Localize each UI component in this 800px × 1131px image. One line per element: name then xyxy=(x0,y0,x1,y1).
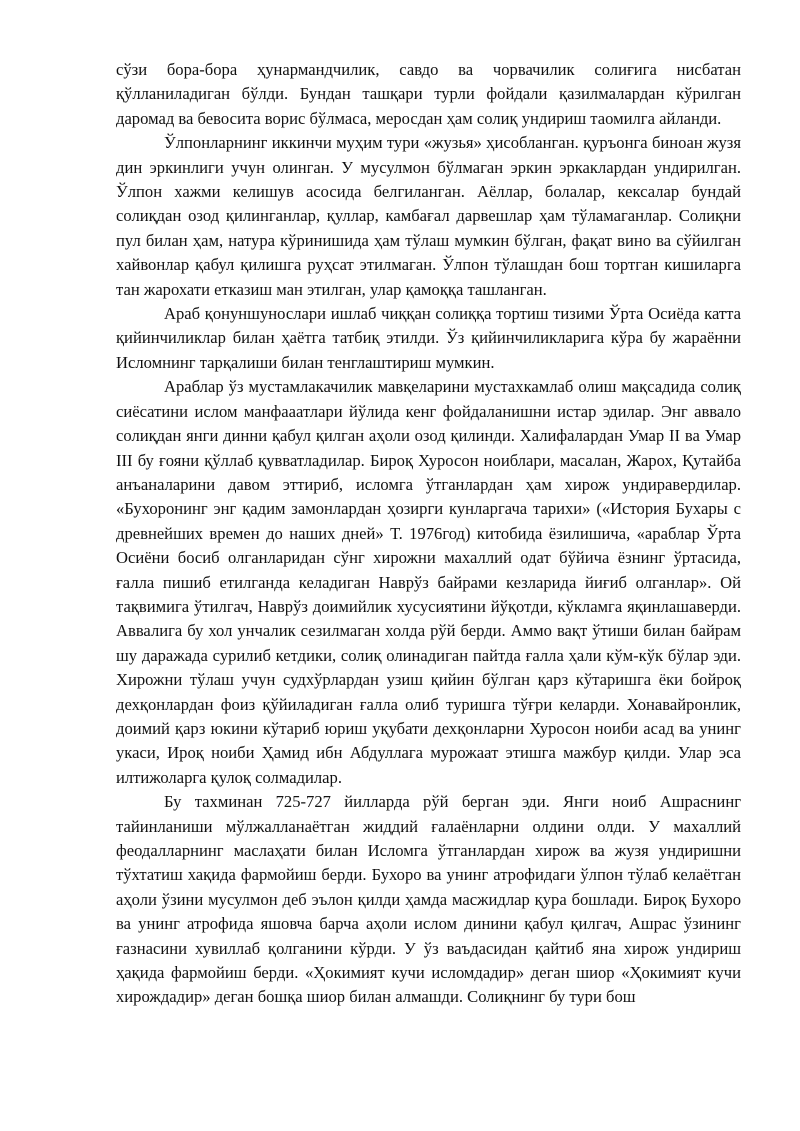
paragraph-1: сўзи бора-бора ҳунармандчилик, савдо ва чорвачилик солиғига нисбатан қўлланиладиган бўлди. Бундан ташқари турли фойдали қазилмалардан кўрилган даромад ва бевосита ворис бўлмаса, меросдан ҳам солиқ ундириш таомилга айланди. xyxy=(116,60,741,128)
document-page xyxy=(116,58,741,1010)
paragraph-3: Араб қонуншунослари ишлаб чиққан солиққа тортиш тизими Ўрта Осиёда катта қийинчиликлар билан ҳаётга татбиқ этилди. Ўз қийинчиликларига кўра бу жараённи Исломнинг тарқалиши билан тенглаштириш мумкин. xyxy=(116,304,741,372)
paragraph-4: Араблар ўз мустамлакачилик мавқеларини мустахкамлаб олиш мақсадида солиқ сиёсатини ислом манфааатлари йўлида кенг фойдаланишни истар эдилар. Энг аввало солиқдан янги динни қабул қилган аҳоли озод қилинди. Халифалардан Умар II ва Умар III бу ғояни қўллаб қувватладилар. Бироқ Хуросон ноиблари, масалан, Жарох, Қутайба анъаналарини давом эттириб, исломга ўтганлардан ҳам хирож ундиравердилар. «Бухоронинг энг қадим замонлардан ҳозирги кунларгача тарихи» («История Бухары с древнейших времен до наших дней» Т. 1976год) китобида ёзилишича, «араблар Ўрта Осиёни босиб олганларидан сўнг хирожни махаллий одат бўйича ёзнинг ўртасида, ғалла пишиб етилганда келадиган Наврўз байрами кезларида йиғиб олганлар». Ой тақвимига ўтилгач, Наврўз доимийлик хусусиятини йўқотди, кўкламга яқинлашаверди. Аввалига бу хол унчалик сезилмаган холда рўй берди. Аммо вақт ўтиши билан байрам шу даражада сурилиб кетдики, солиқ олинадиган пайтда ғалла ҳали кўм-кўк бўлар эди. Хирожни тўлаш учун судхўрлардан узиш қийин бўлган қарз кўтаришга ёки бойроқ дехқонлардан фоиз қўйиладиган ғалла олиб туришга тўғри келарди. Хонавайронлик, доимий қарз юкини кўтариб юриш уқубати дехқонларни Хуросон ноиби асад ва унинг укаси, Ироқ ноиби Ҳамид ибн Абдуллага мурожаат этишга мажбур қилди. Улар эса илтижоларга қулоқ солмадилар. xyxy=(116,377,741,787)
paragraph-2: Ўлпонларнинг иккинчи муҳим тури «жузья» ҳисобланган. қуръонга биноан жузя дин эркинлиги учун олинган. У мусулмон бўлмаган эркин эркаклардан ундирилган. Ўлпон хажми келишув асосида белгиланган. Аёллар, болалар, кексалар бундай солиқдан озод қилинганлар, қуллар, камбағал дарвешлар ҳам тўламаганлар. Солиқни пул билан ҳам, натура кўринишида ҳам тўлаш мумкин бўлган, фақат вино ва сўйилган хайвонлар қабул қилишга руҳсат этилмаган. Ўлпон тўлашдан бош тортган кишиларга тан жарохати етказиш ман этилган, улар қамоққа ташланган. xyxy=(116,133,741,299)
paragraph-5: Бу тахминан 725-727 йилларда рўй берган эди. Янги ноиб Ашраснинг тайинланиши мўлжалланаётган жиддий ғалаёнларни олдини олди. У махаллий феодалларнинг маслаҳати билан Исломга ўтганлардан хирож ва жузя ундиришни тўхтатиш хақида фармойиш берди. Бухоро ва унинг атрофидаги ўлпон тўлаб келаётган аҳоли ўзини мусулмон деб эълон қилди ҳамда масжидлар қура бошлади. Бироқ Бухоро ва унинг атрофида яшовча барча аҳоли ислом динини қабул қилгач, Ашрас ўзининг ғазнасини хувиллаб қолганини кўрди. У ўз ваъдасидан қайтиб яна хирож ундириш ҳақида фармойиш берди. «Ҳокимият кучи исломдадир» деган шиор «Ҳокимият кучи хирождадир» деган бошқа шиор билан алмашди. Солиқнинг бу тури бош xyxy=(116,792,741,1007)
